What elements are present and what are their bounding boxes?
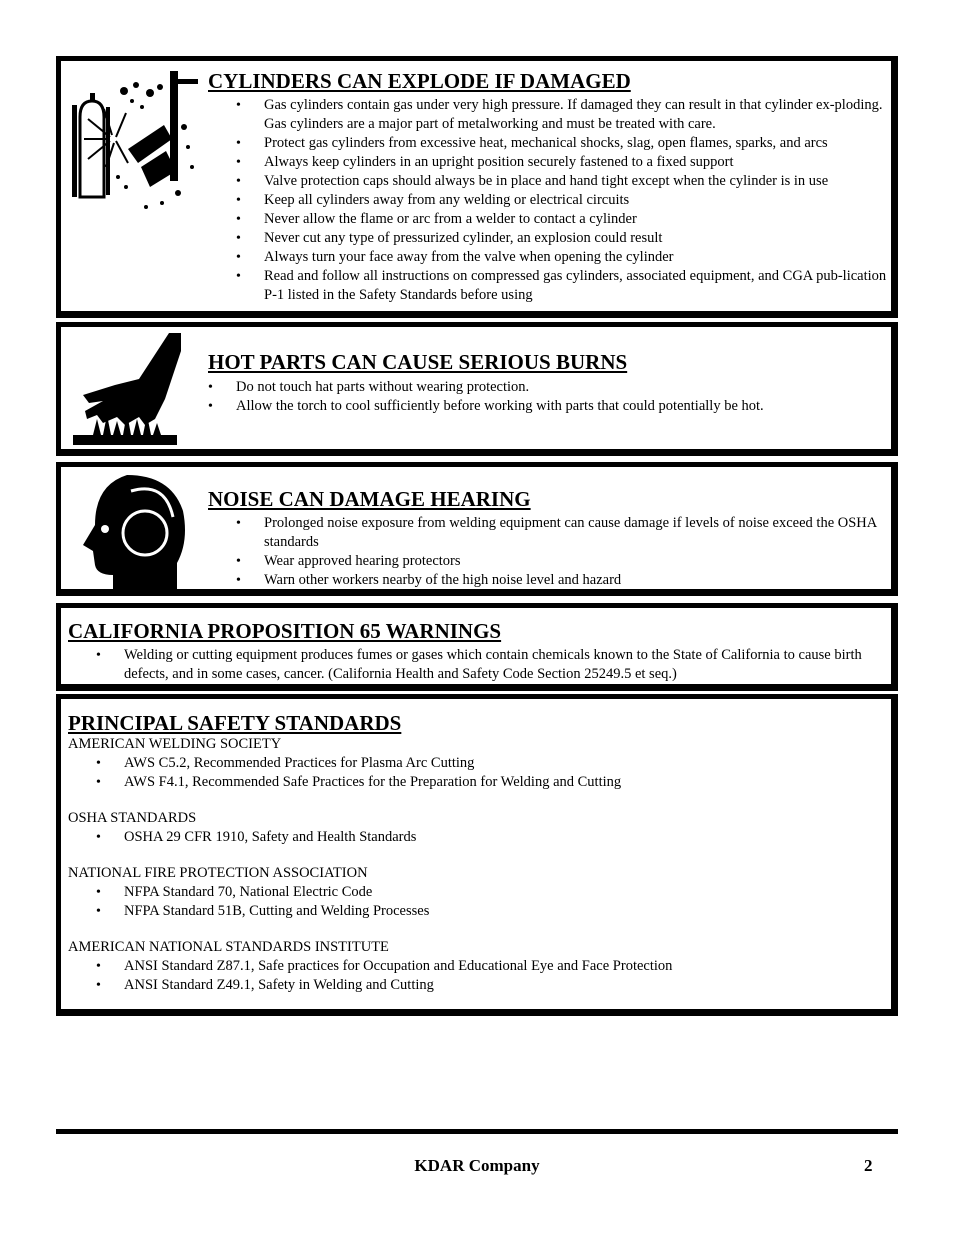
hot-surface-hand-icon — [69, 329, 181, 449]
list-item: • Always keep cylinders in an upright position securely fastened to a fixed support — [264, 153, 888, 172]
footer-company: KDAR Company — [414, 1156, 540, 1175]
standards-group-heading: AMERICAN NATIONAL STANDARDS INSTITUTE — [68, 939, 389, 955]
list-item: • Read and follow all instructions on compressed gas cylinders, associated equipment, and CGA pub-lication P-1 listed in the Safety Standards before using — [264, 267, 888, 305]
list-item: • Never cut any type of pressurized cylinder, an explosion could result — [264, 229, 888, 248]
list-item: • Do not touch hat parts without wearing protection. — [236, 378, 886, 397]
noise-warning-box — [56, 462, 898, 596]
standards-group-heading: AMERICAN WELDING SOCIETY — [68, 736, 282, 752]
prop65-title: CALIFORNIA PROPOSITION 65 WARNINGS — [68, 619, 502, 643]
hot-parts-title: HOT PARTS CAN CAUSE SERIOUS BURNS — [208, 350, 628, 374]
prop65-warning-box — [56, 603, 898, 691]
cylinders-bullet-list — [264, 96, 888, 305]
noise-title: NOISE CAN DAMAGE HEARING — [208, 487, 531, 511]
list-item: • AWS F4.1, Recommended Safe Practices for the Preparation for Welding and Cutting — [124, 773, 884, 792]
cylinders-warning-box — [56, 56, 898, 318]
list-item: • ANSI Standard Z87.1, Safe practices for Occupation and Educational Eye and Face Protection — [124, 957, 884, 976]
standards-group-heading: OSHA STANDARDS — [68, 810, 197, 826]
list-item: • ANSI Standard Z49.1, Safety in Welding and Cutting — [124, 976, 884, 995]
list-item: • NFPA Standard 51B, Cutting and Welding Processes — [124, 902, 884, 921]
list-item: • Gas cylinders contain gas under very high pressure. If damaged they can result in that cylinder ex-ploding. Gas cylinders are a major part of metalworking and must be treated with care. — [264, 96, 888, 134]
safety-standards-box — [56, 694, 898, 1016]
list-item: • AWS C5.2, Recommended Practices for Plasma Arc Cutting — [124, 754, 884, 773]
standards-bullet-list — [124, 883, 884, 921]
list-item: • Valve protection caps should always be in place and hand tight except when the cylinder is in use — [264, 172, 888, 191]
exploding-cylinder-icon — [66, 67, 201, 217]
standards-bullet-list — [124, 957, 884, 995]
footer-rule — [56, 1129, 898, 1134]
standards-title: PRINCIPAL SAFETY STANDARDS — [68, 711, 402, 735]
list-item: • NFPA Standard 70, National Electric Code — [124, 883, 884, 902]
standards-group-heading: NATIONAL FIRE PROTECTION ASSOCIATION — [68, 865, 368, 881]
page-number: 2 — [864, 1156, 873, 1175]
list-item: • Wear approved hearing protectors — [264, 552, 884, 571]
list-item: • Protect gas cylinders from excessive heat, mechanical shocks, slag, open flames, sparks, and arcs — [264, 134, 888, 153]
list-item: • OSHA 29 CFR 1910, Safety and Health Standards — [124, 828, 884, 847]
standards-bullet-list — [124, 828, 884, 847]
hot-parts-warning-box — [56, 322, 898, 456]
list-item: • Allow the torch to cool sufficiently before working with parts that could potentially be hot. — [236, 397, 886, 416]
list-item: • Never allow the flame or arc from a welder to contact a cylinder — [264, 210, 888, 229]
list-item: • Keep all cylinders away from any welding or electrical circuits — [264, 191, 888, 210]
list-item: • Welding or cutting equipment produces fumes or gases which contain chemicals known to the State of California to cause birth defects, and in some cases, cancer. (California Health and Safety Code Section 25249.5 et seq.) — [124, 646, 889, 684]
hot-parts-bullet-list — [236, 378, 886, 416]
list-item: • Warn other workers nearby of the high noise level and hazard — [264, 571, 884, 590]
hearing-protection-head-icon — [73, 471, 185, 591]
standards-bullet-list — [124, 754, 884, 792]
cylinders-title: CYLINDERS CAN EXPLODE IF DAMAGED — [208, 69, 631, 93]
list-item: • Prolonged noise exposure from welding equipment can cause damage if levels of noise exceed the OSHA standards — [264, 514, 884, 552]
prop65-bullet-list — [124, 646, 889, 684]
noise-bullet-list — [264, 514, 884, 590]
list-item: • Always turn your face away from the valve when opening the cylinder — [264, 248, 888, 267]
